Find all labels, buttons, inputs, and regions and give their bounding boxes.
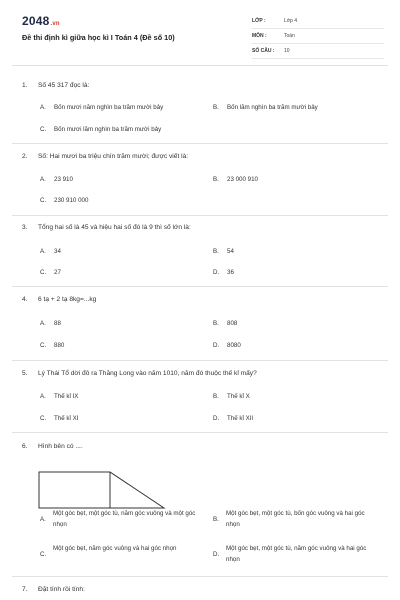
geometry-figure xyxy=(38,471,166,509)
meta-key: MÔN : xyxy=(252,33,267,39)
site-logo[interactable]: 2048.vn xyxy=(22,14,60,28)
meta-key: SỐ CÂU : xyxy=(252,48,275,54)
meta-row-class xyxy=(252,14,384,29)
page-title: Đề thi định kì giữa học kì I Toán 4 (Đề số 10) xyxy=(22,33,175,42)
option-6b[interactable]: B. Một góc bẹt, một góc tù, bốn góc vuông và hai góc nhọn xyxy=(213,510,365,528)
option-5d[interactable]: D. Thế kỉ XII xyxy=(213,415,254,422)
option-1b[interactable]: B. Bốn lăm nghìn ba trăm mười bảy xyxy=(213,104,318,111)
meta-row-subject xyxy=(252,29,384,44)
option-4b[interactable]: B. 808 xyxy=(213,320,238,327)
option-4d[interactable]: D. 8080 xyxy=(213,342,241,349)
option-4a[interactable]: A. 88 xyxy=(40,320,61,327)
header xyxy=(0,0,400,62)
divider xyxy=(12,576,388,577)
divider xyxy=(12,215,388,216)
option-4c[interactable]: C. 880 xyxy=(40,342,65,349)
option-6d[interactable]: D. Một góc bẹt, một góc tù, năm góc vuông và hai góc nhọn xyxy=(213,545,367,563)
option-1a[interactable]: A. Bốn mươi năm nghìn ba trăm mười bảy xyxy=(40,104,164,111)
divider xyxy=(12,432,388,433)
meta-table xyxy=(252,14,384,59)
option-2c[interactable]: C. 230 910 000 xyxy=(40,197,89,204)
question-1: 1. Số 45 317 đọc là: xyxy=(22,82,90,89)
question-5: 5. Lý Thái Tổ dời đô ra Thăng Long vào năm 1010, năm đó thuộc thế kỉ mấy? xyxy=(22,370,257,377)
divider xyxy=(12,143,388,144)
option-5b[interactable]: B. Thế kỉ X xyxy=(213,393,250,400)
meta-row-count xyxy=(252,44,384,59)
option-3d[interactable]: D. 36 xyxy=(213,269,234,276)
question-4: 4. 6 tạ + 2 tạ 8kg=...kg xyxy=(22,296,97,303)
option-6a[interactable]: A. Một góc bẹt, một góc tù, năm góc vuông và một góc nhọn xyxy=(40,510,196,528)
option-6c[interactable]: C. Một góc bẹt, năm góc vuông và hai góc nhọn xyxy=(40,545,177,558)
question-6: 6. Hình bên có .... xyxy=(22,443,83,450)
meta-value: 10 xyxy=(284,48,290,54)
option-3b[interactable]: B. 54 xyxy=(213,248,234,255)
divider xyxy=(12,360,388,361)
option-3a[interactable]: A. 34 xyxy=(40,248,61,255)
meta-value: Lớp 4 xyxy=(284,18,298,24)
option-5a[interactable]: A. Thế kỉ IX xyxy=(40,393,79,400)
meta-value: Toán xyxy=(284,33,295,39)
meta-key: LỚP : xyxy=(252,18,266,24)
option-3c[interactable]: C. 27 xyxy=(40,269,61,276)
divider xyxy=(12,286,388,287)
divider xyxy=(12,65,388,66)
question-2: 2. Số: Hai mươi ba triệu chín trăm mười; được viết là: xyxy=(22,153,189,160)
option-1c[interactable]: C. Bốn mươi lăm nghìn ba trăm mười bảy xyxy=(40,126,162,133)
question-7: 7. Đặt tính rồi tính: xyxy=(22,586,85,593)
option-5c[interactable]: C. Thế kỉ XI xyxy=(40,415,79,422)
option-2b[interactable]: B. 23 000 910 xyxy=(213,176,258,183)
question-3: 3. Tổng hai số là 45 và hiệu hai số đó là 9 thì số lớn là: xyxy=(22,224,191,231)
option-2a[interactable]: A. 23 910 xyxy=(40,176,73,183)
